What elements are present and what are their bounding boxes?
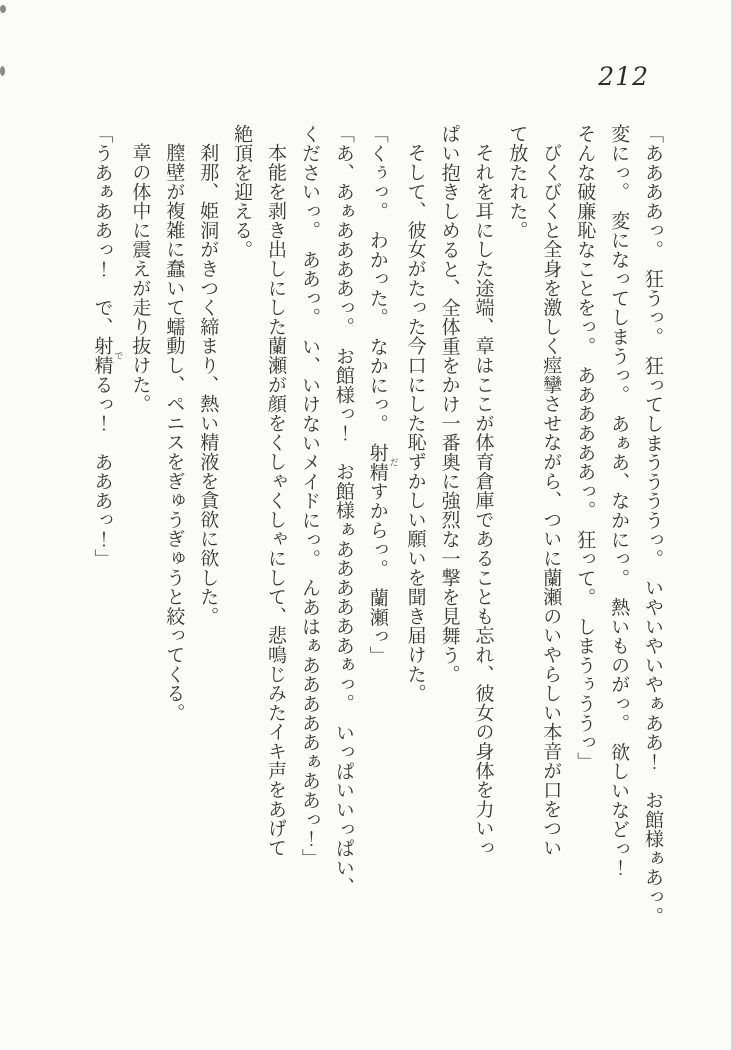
text-column [258,124,292,944]
text-column [601,124,635,944]
ruby-annotated-word: 射精 だ [366,442,398,482]
text-column [360,124,398,944]
text-column [224,124,258,944]
text-run: くださいっ。 ああっ。 い、いけないメイドにっ。 んあはぁあああああぁああっ！」 [298,124,321,868]
text-column [635,124,669,944]
page-number: 212 [598,62,649,91]
text-columns [91,124,669,944]
text-run: 章の体中に震えが走り抜けた。 [129,143,152,414]
text-run: るっ！ あああっ！」 [91,374,114,568]
text-run: 「ああああっ。 狂うっ。 狂ってしまううううっ。 いやいやいやぁああ！ お館様ぁあっ。 [642,124,664,926]
text-run: そんな破廉恥なことをっ。 ああああああっ。 狂って。 しまうぅううっ」 [574,124,597,771]
text-column [432,124,466,944]
text-column [85,124,123,944]
text-column [123,124,157,944]
text-run: 膣壁が複雑に蠢いて蠕動し、ペニスをぎゅうぎゅうと絞ってくる。 [163,143,186,722]
text-run: それを耳にした途端、章はここが体育倉庫であることも忘れ、彼女の身体を力いっ [472,143,495,858]
text-run: 刹那、姫洞がきつく締まり、熱い精液を貪欲に欲した。 [197,143,220,626]
text-run: ぱい抱きしめると、全体重をかけ一番奥に強烈な一撃を見舞う。 [438,124,461,684]
furigana: で [112,336,123,375]
furigana: だ [387,442,398,482]
text-column [156,124,190,944]
text-run: 本能を剥き出しにした蘭瀬が顔をくしゃくしゃにして、悲鳴じみたイキ声をあげて [265,143,288,858]
text-column [292,124,326,944]
text-column [466,124,500,944]
text-run: 「あ、あぁああああっ。 お館様っ！ お館様ぁああああああぁっ。 いっぱいいっぱい、 [332,124,355,897]
ruby-annotated-word: 射精 で [91,336,123,375]
text-column [326,124,360,944]
scan-artifact-speck [0,5,6,13]
text-column [499,124,533,944]
text-run: そして、彼女がたった今口にした恥ずかしい願いを聞き届けた。 [404,143,427,703]
text-run: て放たれた。 [506,124,529,240]
text-run: 「うあぁああっ！ で、 [91,124,114,337]
text-run: びくびくと全身を激しく痙攣させながら、ついに蘭瀬のいやらしい本音が口をつい [540,143,563,858]
text-run: 絶頂を迎える。 [231,124,254,260]
text-column [190,124,224,944]
text-column [567,124,601,944]
text-run: 変にっ。 変になってしまうっ。 あぁあ、なかにっ。 熱いものがっ。 欲しいなどっ！ [608,124,631,878]
text-run: 「くぅっ。 わかった。 なかにっ。 [366,124,389,443]
text-column [398,124,432,944]
text-column [533,124,567,944]
scan-artifact-speck [0,66,5,76]
text-run: すからっ。 蘭瀬っ」 [366,481,389,666]
